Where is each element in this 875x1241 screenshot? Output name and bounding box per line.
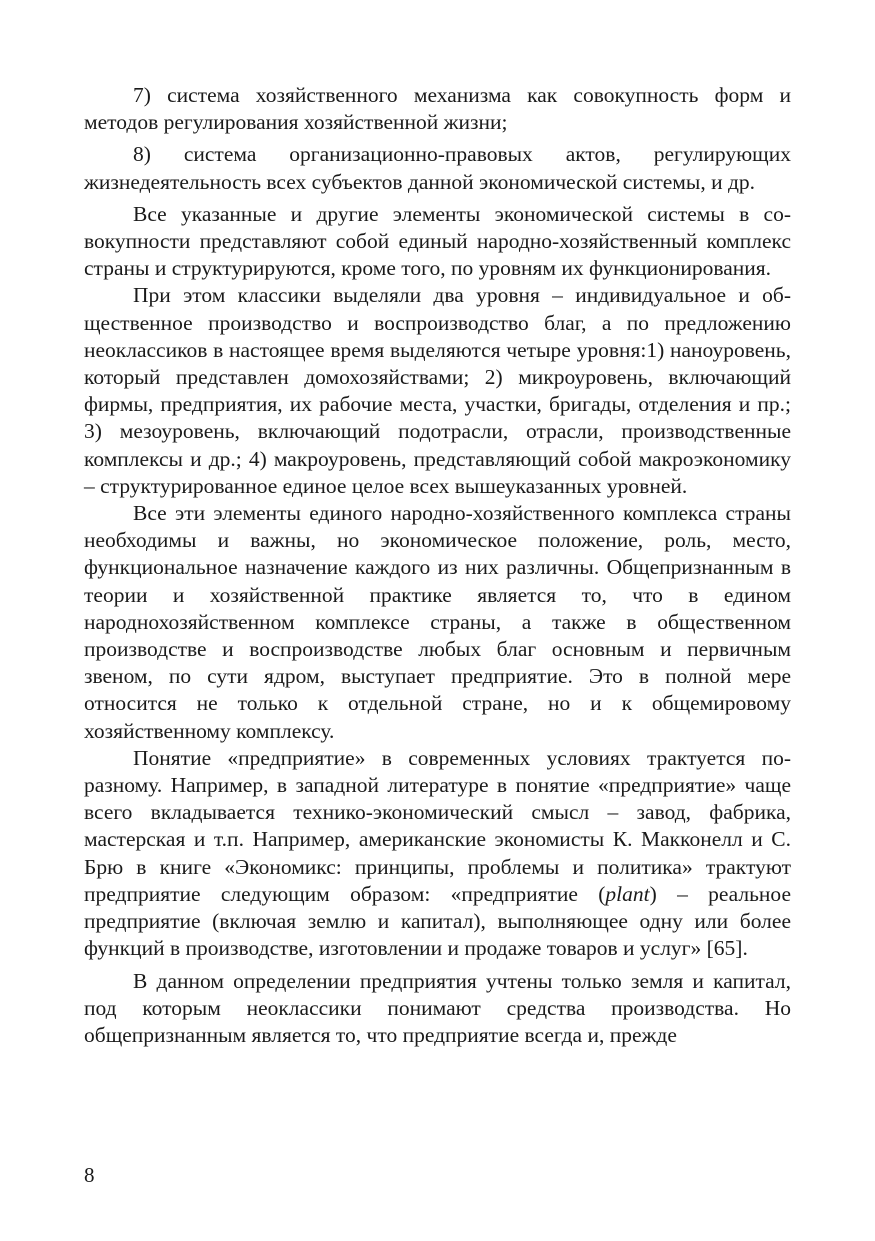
paragraph-levels: При этом классики выделяли два уровня – индивидуальное и общественное производство и воспроизводство благ, а по предложению неоклассиков в настоящее время выделяются четыре уровня:1) наноуровень, который представлен домохозяйствами; 2) микроуровень, включающий фирмы, предприятия, их рабочие места, участки, бригады, отделения и пр.; 3) мезоуровень, включающий подотрасли, отрасли, производственные комплексы и др.; 4) макроуровень, представляющий собой макроэкономику – структурированное единое целое всех вышеуказанных уровней. (84, 283, 791, 498)
paragraph-enterprise-concept (84, 745, 791, 963)
paragraph-item-8: 8) система организационно-правовых актов, регулирующих жизнедеятельность всех субъектов данной экономической системы, и др. (84, 142, 791, 194)
paragraph-definition-analysis: В данном определении предприятия учтены только земля и капитал, под которым неоклассики понимают средства производства. Но общепризнанным является то, что предприятие всегда и, прежде (84, 968, 791, 1047)
page-number: 8 (84, 1163, 95, 1187)
paragraph-enterprise-core: Все эти элементы единого народно-хозяйственного комплекса страны необходимы и важны, но экономическое положение, роль, место, функциональное назначение каждого из них различны. Общепризнанным в теории и хозяйственной практике является то, что в едином народнохозяйственном комплексе страны, а также в общественном производстве и воспроизводстве любых благ основным и первичным звеном, по сути ядром, выступает предприятие. Это в полной мере относится не только к отдельной стране, но и к общемировому хозяйственному комплексу. (84, 501, 791, 743)
concept-term-plant: plant (605, 881, 650, 906)
concept-text-end: ) – реальное предприятие (включая землю и капитал), выполняющее одну или более функций в производстве, изготовлении и продаже товаров и услуг» [65]. (84, 881, 791, 961)
paragraph-item-7: 7) система хозяйственного механизма как совокупность форм и методов регулирования хозяйственной жизни; (84, 83, 791, 135)
concept-text-start: Понятие «предприятие» в современных условиях трактуется по-разному. Например, в западной литературе в понятие «предприятие» чаще всего вкладывается технико-экономический смысл – завод, фабрика, мастерская и т.п. Например, американские экономисты К. Макконелл и С. Брю в книге «Экономикс: принципы, проблемы и политика» трактуют предприятие следующим образом: «предприятие ( (84, 745, 791, 906)
page-body (84, 82, 791, 1049)
paragraph-elements-summary: Все указанные и другие элементы экономической системы в совокупности представляют собой единый народно-хозяйственный комплекс страны и структурируются, кроме того, по уровням их функционирования. (84, 201, 791, 281)
